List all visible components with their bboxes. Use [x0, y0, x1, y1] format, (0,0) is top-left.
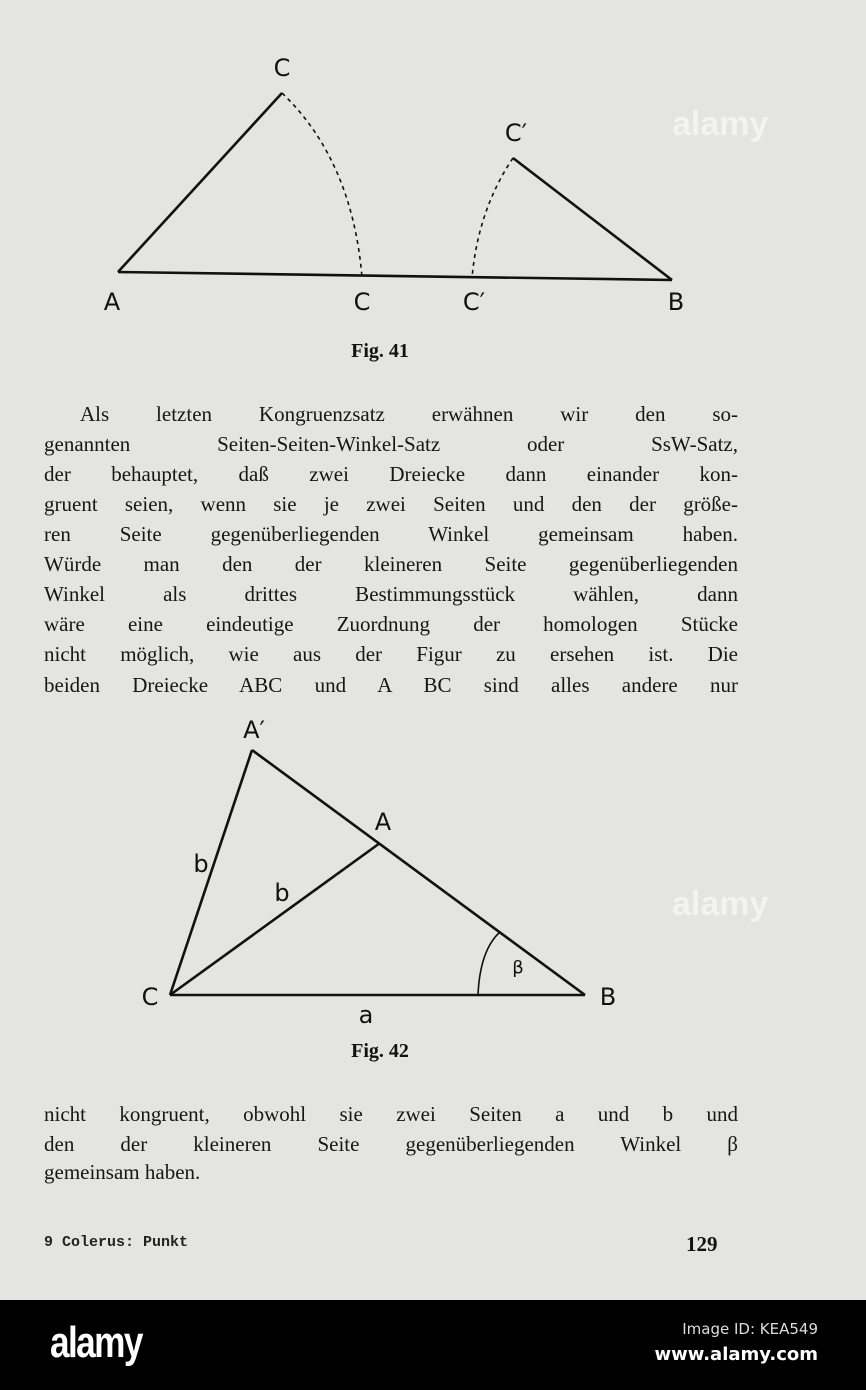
text-line: gemeinsam haben. [44, 1160, 201, 1184]
text-line: Würde man den der kleineren Seite gegenüberliegenden [44, 552, 738, 576]
image-id: Image ID: KEA549 [682, 1320, 818, 1338]
fig41-label-c-prime-top: C′ [504, 119, 528, 147]
fig42-label-b-outer: b [193, 850, 209, 878]
fig41-label-a: A [103, 288, 121, 316]
fig42-label-a: A [374, 808, 392, 836]
fig42-label-b: B [599, 983, 617, 1011]
fig42-angle-arc [478, 932, 500, 995]
fig41-label-c-prime: C′ [462, 288, 486, 316]
fig41-line-ab [118, 272, 672, 280]
fig41-label-c: C [353, 288, 371, 316]
site-url: www.alamy.com [654, 1344, 818, 1365]
stock-banner [0, 1300, 866, 1390]
fig41-line-ac [118, 93, 282, 272]
fig41-arc-c-prime [472, 158, 513, 278]
fig41-line-bc-prime [513, 158, 672, 280]
text-line: gruent seien, wenn sie je zwei Seiten und den der größe- [44, 492, 738, 516]
text-line: beiden Dreiecke ABC und A BC sind alles andere nur [44, 673, 738, 697]
fig42-label-beta: β [512, 957, 524, 979]
text-line: nicht kongruent, obwohl sie zwei Seiten a und b und [44, 1102, 738, 1126]
page-number: 129 [686, 1232, 718, 1256]
fig42-label-a-prime: A′ [243, 716, 265, 744]
watermark: alamy [672, 105, 769, 143]
fig41-label-b: B [667, 288, 685, 316]
fig42-label-side-a: a [358, 1001, 374, 1029]
fig42-line-ca-prime [170, 750, 252, 995]
text-line: ren Seite gegenüberliegenden Winkel gemeinsam haben. [44, 522, 738, 546]
text-line: Als letzten Kongruenzsatz erwähnen wir den so- [80, 402, 738, 426]
watermark: alamy [672, 885, 769, 923]
text-line: der behauptet, daß zwei Dreiecke dann einander kon- [44, 462, 738, 486]
text-line: den der kleineren Seite gegenüberliegenden Winkel β [44, 1132, 738, 1156]
fig42-line-a-prime-b [252, 750, 585, 995]
text-line: nicht möglich, wie aus der Figur zu ersehen ist. Die [44, 642, 738, 666]
fig42-label-b-inner: b [274, 879, 290, 907]
footer-signature: 9 Colerus: Punkt [44, 1234, 189, 1251]
fig42-label-c: C [141, 983, 159, 1011]
text-line: genannten Seiten-Seiten-Winkel-Satz oder SsW-Satz, [44, 432, 738, 456]
text-line: wäre eine eindeutige Zuordnung der homologen Stücke [44, 612, 738, 636]
fig41-label-c-top: C [273, 54, 291, 82]
fig42-caption: Fig. 42 [351, 1040, 409, 1062]
alamy-logo: alamy [50, 1318, 142, 1367]
fig41-caption: Fig. 41 [351, 340, 409, 362]
text-line: Winkel als drittes Bestimmungsstück wählen, dann [44, 582, 738, 606]
fig41-arc-c [282, 93, 362, 277]
